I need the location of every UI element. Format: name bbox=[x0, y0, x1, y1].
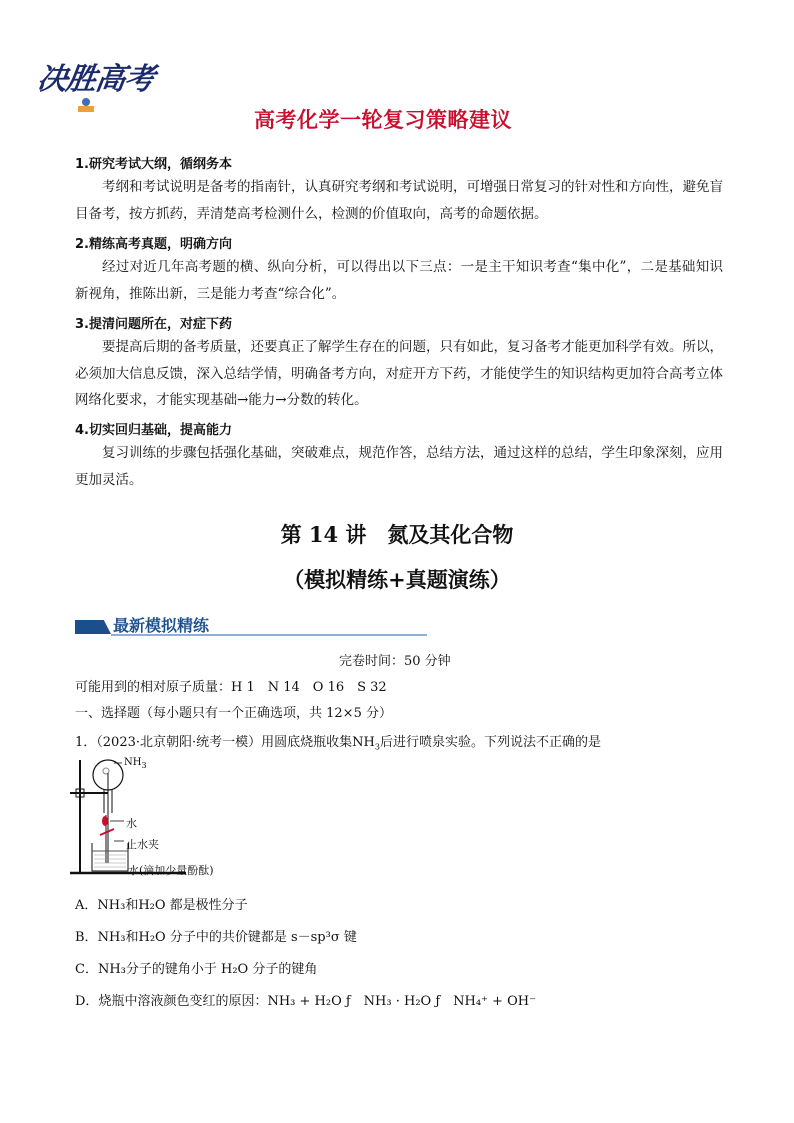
option-b-text: NH₃和H₂O 分子中的共价键都是 s－sp³σ 键 bbox=[97, 930, 357, 945]
question-text-after: 后进行喷泉实验。下列说法不正确的是 bbox=[379, 735, 601, 750]
question-source: （2023·北京朝阳·统考一模） bbox=[96, 735, 262, 750]
figure-label-gas: $NH_3$ bbox=[124, 757, 147, 770]
option-c-text: NH₃分子的键角小于 H₂O 分子的键角 bbox=[97, 962, 318, 977]
option-b bbox=[75, 926, 357, 945]
lecture-subtitle: （模拟精练+真题演练） bbox=[283, 567, 511, 592]
option-b-label: B． bbox=[75, 930, 98, 945]
option-d bbox=[75, 990, 536, 1009]
student-illustration bbox=[76, 96, 96, 114]
question-number: 1． bbox=[75, 735, 97, 750]
option-c-label: C． bbox=[75, 962, 98, 977]
option-d-label: D． bbox=[75, 994, 99, 1009]
strategy-heading-2: 2.精练高考真题，明确方向 bbox=[75, 237, 232, 252]
option-a bbox=[75, 894, 248, 913]
logo-text: 决胜高考 bbox=[35, 62, 156, 97]
question-1 bbox=[75, 731, 601, 752]
strategy-body-4: 复习训练的步骤包括强化基础，突破难点，规范作答，总结方法，通过这样的总结，学生印象深刻，应用更加灵活。 bbox=[75, 445, 723, 488]
atomic-mass-note: 可能用到的相对原子质量：H 1 N 14 O 16 S 32 bbox=[75, 680, 387, 695]
strategy-body-2: 经过对近几年高考题的横、纵向分析，可以得出以下三点：一是主干知识考查“集中化”，二是基础知识新视角，推陈出新，三是能力考查“综合化”。 bbox=[75, 259, 723, 302]
question-text-before: 用圆底烧瓶收集 bbox=[261, 735, 353, 750]
option-a-label: A． bbox=[75, 898, 98, 913]
section-banner bbox=[75, 612, 427, 636]
section-heading: 一、选择题（每小题只有一个正确选项，共 12×5 分） bbox=[75, 706, 392, 721]
figure-label-water: 水 bbox=[126, 817, 137, 830]
nh3-formula: $NH_3$ bbox=[352, 735, 380, 752]
option-a-text: NH₃和H₂O 都是极性分子 bbox=[97, 898, 248, 913]
strategy-heading-3: 3.提清问题所在，对症下药 bbox=[75, 317, 232, 332]
brand-logo bbox=[36, 50, 164, 134]
strategy-heading-4: 4.切实回归基础，提高能力 bbox=[75, 423, 232, 438]
banner-accent bbox=[75, 620, 111, 634]
lecture-title: 第 14 讲 氮及其化合物 bbox=[280, 522, 514, 547]
strategy-heading-1: 1.研究考试大纲，循纲务本 bbox=[75, 157, 232, 172]
page-title: 高考化学一轮复习策略建议 bbox=[254, 108, 512, 132]
figure-label-beaker: 水(滴加少量酚酞) bbox=[128, 864, 214, 877]
time-limit: 完卷时间：50 分钟 bbox=[339, 654, 451, 669]
banner-title: 最新模拟精练 bbox=[113, 616, 210, 635]
figure-label-clamp: 止水夹 bbox=[126, 838, 159, 851]
option-c bbox=[75, 958, 317, 977]
strategy-body-1: 考纲和考试说明是备考的指南针，认真研究考纲和考试说明，可增强日常复习的针对性和方向性，避免盲目备考，按方抓药，弄清楚高考检测什么，检测的价值取向，高考的命题依据。 bbox=[75, 179, 723, 222]
option-d-text: 烧瓶中溶液颜色变红的原因：NH₃ + H₂O ƒ NH₃ · H₂O ƒ NH₄⁺ + OH⁻ bbox=[98, 994, 536, 1009]
strategy-body-3: 要提高后期的备考质量，还要真正了解学生存在的问题，只有如此，复习备考才能更加科学有效。所以，必须加大信息反馈，深入总结学情，明确备考方向，对症开方下药，才能使学生的知识结构更加符合高考立体网络化要求，才能实现基础→能力→分数的转化。 bbox=[75, 339, 723, 408]
